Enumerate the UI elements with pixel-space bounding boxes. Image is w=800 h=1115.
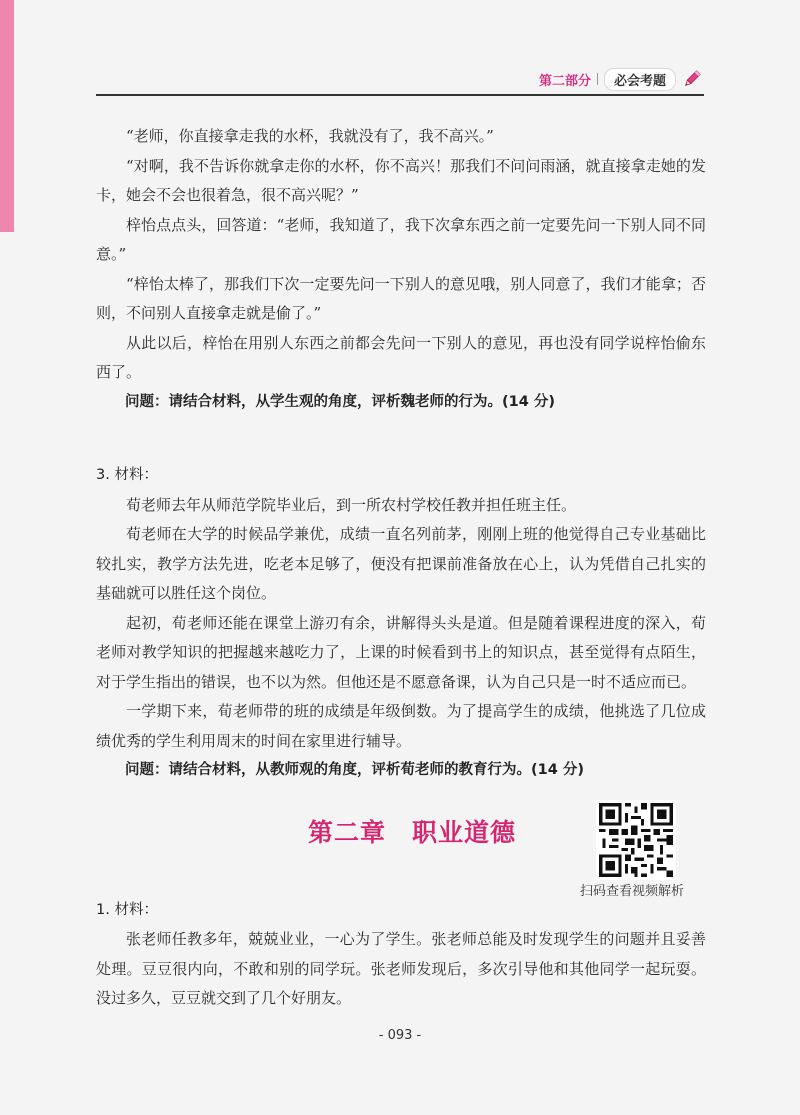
paragraph: 梓怡点点头，回答道：“老师，我知道了，我下次拿东西之前一定要先问一下别人同不同意。” bbox=[96, 215, 706, 263]
paragraph: “梓怡太棒了，那我们下次一定要先问一下别人的意见哦，别人同意了，我们才能拿；否则，不问别人直接拿走就是偷了。” bbox=[96, 274, 706, 322]
material-heading: 1. 材料： bbox=[96, 901, 158, 918]
header-rule bbox=[96, 94, 704, 96]
material-heading: 3. 材料： bbox=[96, 467, 158, 483]
chapter-title: 第二章 职业道德 bbox=[308, 817, 517, 847]
page-number: - 093 - bbox=[378, 1028, 422, 1043]
header-section: 必会考题 bbox=[604, 68, 676, 91]
qr-code-icon[interactable] bbox=[596, 800, 676, 880]
paragraph: “老师，你直接拿走我的水杯，我就没有了，我不高兴。” bbox=[126, 127, 494, 145]
qr-caption: 扫码查看视频解析 bbox=[580, 883, 685, 899]
chapter-header bbox=[96, 786, 706, 899]
header-divider bbox=[597, 73, 598, 85]
header-part: 第二部分 bbox=[538, 73, 591, 89]
paragraph: 荀老师去年从师范学院毕业后，到一所农村学校任教并担任班主任。 bbox=[126, 495, 577, 514]
page-content bbox=[96, 122, 706, 1014]
paragraph: 一学期下来，荀老师带的班的成绩是年级倒数。为了提高学生的成绩，他挑选了几位成绩优秀的学生利用周末的时间在家里进行辅导。 bbox=[96, 702, 706, 750]
material-block-3 bbox=[96, 461, 706, 786]
spacer bbox=[96, 417, 706, 461]
material-block-continued bbox=[96, 122, 706, 417]
side-tab bbox=[0, 0, 14, 232]
question: 问题：请结合材料，从教师观的角度，评析荀老师的教育行为。(14 分) bbox=[125, 762, 584, 778]
running-header bbox=[539, 68, 702, 90]
paragraph: 荀老师在大学的时候品学兼优，成绩一直名列前茅，刚刚上班的他觉得自己专业基础比较扎实，教学方法先进，吃老本足够了，便没有把课前准备放在心上，认为凭借自己扎实的基础就可以胜任这个岗位。 bbox=[96, 525, 706, 602]
paragraph: 从此以后，梓怡在用别人东西之前都会先问一下别人的意见，再也没有同学说梓怡偷东西了。 bbox=[96, 333, 706, 381]
paragraph: 起初，荀老师还能在课堂上游刃有余，讲解得头头是道。但是随着课程进度的深入，荀老师对教学知识的把握越来越吃力了，上课的时候看到书上的知识点，甚至觉得有点陌生，对于学生指出的错误，也不以为然。但他还是不愿意备课，认为自己只是一时不适应而已。 bbox=[96, 613, 706, 691]
paragraph: “对啊，我不告诉你就拿走你的水杯，你不高兴！那我们不问问雨涵，就直接拿走她的发卡，她会不会也很着急，很不高兴呢？” bbox=[96, 156, 706, 204]
question: 问题：请结合材料，从学生观的角度，评析魏老师的行为。(14 分) bbox=[125, 393, 555, 410]
paragraph: 张老师任教多年，兢兢业业，一心为了学生。张老师总能及时发现学生的问题并且妥善处理。豆豆很内向，不敢和别的同学玩。张老师发现后，多次引导他和其他同学一起玩耍。没过多久，豆豆就交到了几个好朋友。 bbox=[96, 930, 706, 1007]
pencil-icon bbox=[682, 69, 702, 89]
material-block-1 bbox=[96, 896, 706, 1014]
